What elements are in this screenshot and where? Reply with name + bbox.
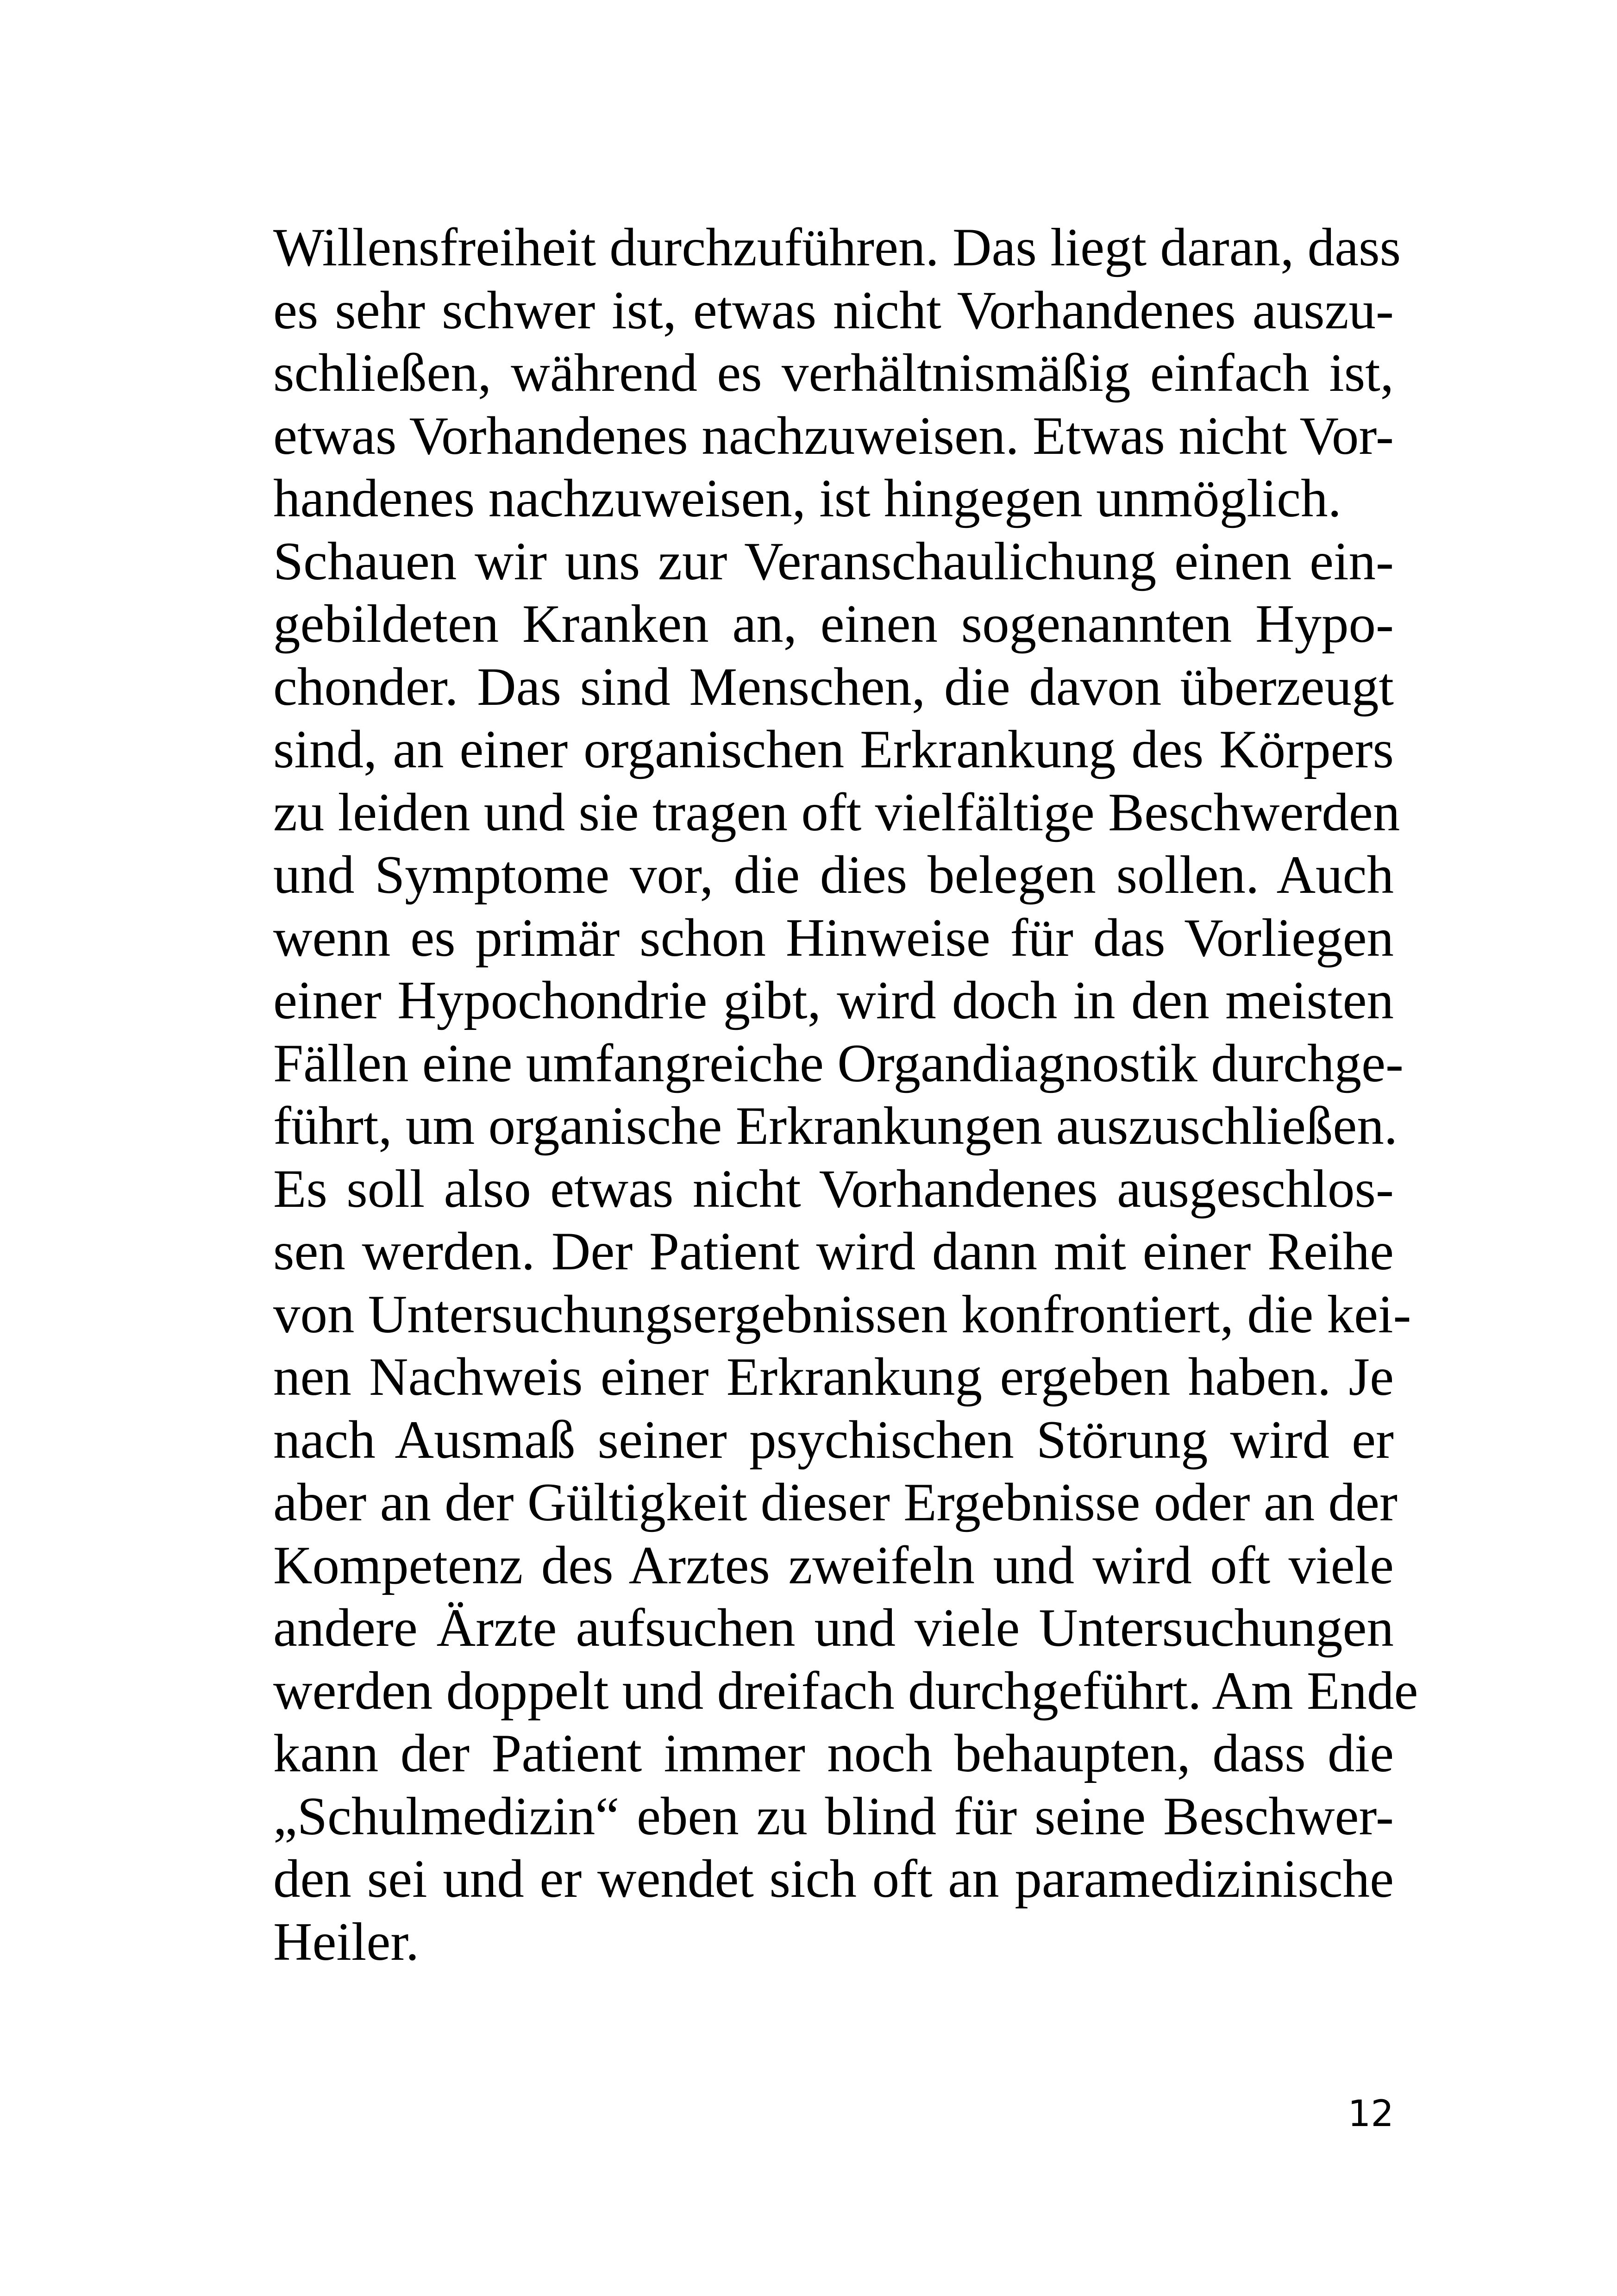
text-line: sen werden. Der Patient wird dann mit einer Reihe [273, 1222, 1394, 1281]
text-line: sind, an einer organischen Erkrankung des Körpers [273, 720, 1394, 779]
text-line: Heiler. [273, 1912, 420, 1972]
text-line: etwas Vorhandenes nachzuweisen. Etwas nicht Vor- [273, 406, 1394, 466]
text-line: einer Hypochondrie gibt, wird doch in den meisten [273, 971, 1394, 1030]
text-line: und Symptome vor, die dies belegen sollen. Auch [273, 845, 1394, 905]
text-line: wenn es primär schon Hinweise für das Vorliegen [273, 908, 1394, 968]
text-line: von Untersuchungsergebnissen konfrontiert, die kei- [273, 1284, 1411, 1344]
text-line: den sei und er wendet sich oft an paramedizinische [273, 1849, 1394, 1909]
text-line: werden doppelt und dreifach durchgeführt. Am Ende [273, 1661, 1418, 1721]
text-line: chonder. Das sind Menschen, die davon überzeugt [273, 657, 1394, 717]
text-line: kann der Patient immer noch behaupten, dass die [273, 1724, 1394, 1783]
page-number: 12 [1348, 2093, 1394, 2135]
text-line: Fällen eine umfangreiche Organdiagnostik durchge- [273, 1033, 1404, 1093]
text-line: andere Ärzte aufsuchen und viele Untersuchungen [273, 1598, 1394, 1658]
text-line: schließen, während es verhältnismäßig einfach ist, [273, 343, 1394, 403]
text-line: zu leiden und sie tragen oft vielfältige Beschwerden [273, 782, 1400, 842]
text-line: Kompetenz des Arztes zweifeln und wird oft viele [273, 1535, 1394, 1595]
text-line: nen Nachweis einer Erkrankung ergeben haben. Je [273, 1347, 1394, 1407]
text-line: Schauen wir uns zur Veranschaulichung einen ein- [273, 531, 1394, 591]
text-line: führt, um organische Erkrankungen auszuschließen. [273, 1096, 1398, 1156]
text-line: es sehr schwer ist, etwas nicht Vorhandenes auszu- [273, 280, 1394, 340]
text-line: Willensfreiheit durchzuführen. Das liegt daran, dass [273, 218, 1401, 277]
text-line: gebildeten Kranken an, einen sogenannten Hypo- [273, 594, 1394, 654]
text-line: Es soll also etwas nicht Vorhandenes ausgeschlos- [273, 1159, 1394, 1219]
text-line: handenes nachzuweisen, ist hingegen unmöglich. [273, 469, 1341, 528]
body-text [273, 216, 1418, 1973]
text-line: „Schulmedizin“ eben zu blind für seine Beschwer- [273, 1786, 1394, 1846]
text-line: nach Ausmaß seiner psychischen Störung wird er [273, 1410, 1394, 1470]
text-line: aber an der Gültigkeit dieser Ergebnisse oder an der [273, 1473, 1398, 1532]
